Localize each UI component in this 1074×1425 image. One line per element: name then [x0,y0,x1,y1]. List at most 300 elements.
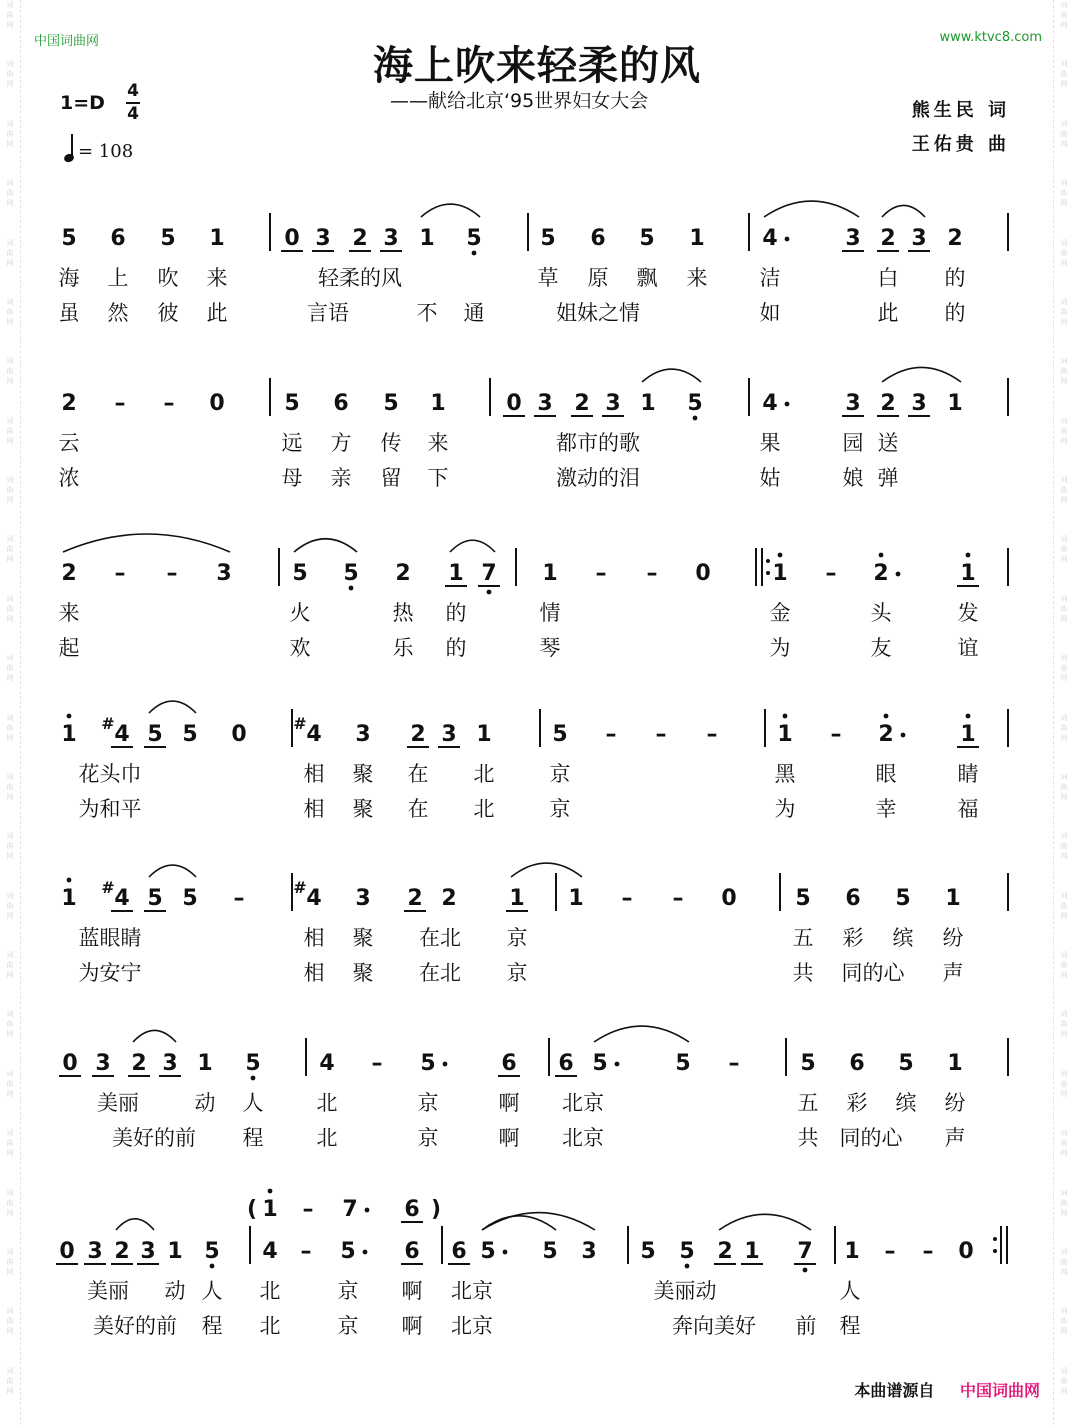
source-brand: 中国词曲网 [959,1381,1040,1400]
system-3-note: 5 [292,561,308,586]
system-3-dash: – [646,561,658,586]
system-7-octave-down-dot [803,1268,808,1273]
system-1-lyric-verse-2: 通 [463,301,485,325]
system-4-dash: – [830,722,842,747]
system-7-note: 5 [204,1239,220,1264]
system-6-note: 5 [592,1051,608,1076]
system-3-lyric-verse-2: 为 [769,636,791,660]
system-7-lyric-verse-2: 前 [795,1314,817,1338]
system-2-note: 1 [430,391,446,416]
system-6-note: 2 [131,1051,147,1076]
system-1-lyric-verse-2: 此 [206,301,228,325]
system-7-dash: – [884,1239,896,1264]
system-7-note: 0 [958,1239,974,1264]
left-watermark-strip: 词 曲 网 词 曲 网 词 曲 网 词 曲 网 词 曲 网 词 曲 网 词 曲 网 词 曲 网 词 曲 网 词 曲 网 词 曲 网 词 曲 网 词 曲 网 词 曲 网 词 曲 网 词 曲 网 词 曲 网 词 曲 网 词 曲 网 词 曲 网 词 曲 网 词 曲 网 词 曲 网 词 曲 网 [0,0,21,1425]
system-7-note: 1 [167,1239,183,1264]
system-1-lyric-verse-1: 草 [537,266,559,290]
system-4-lyric-verse-1: 相 [303,762,325,786]
system-5-lyric-verse-2: 聚 [352,961,374,985]
system-4-note: 1 [476,722,492,747]
system-7-octave-down-dot [685,1264,690,1269]
system-2-note: 4 [762,391,778,416]
system-4-lyric-verse-2: 为 [774,797,796,821]
system-7-lyric-verse-1: 人 [201,1279,223,1303]
system-5-octave-up-dot [67,878,72,883]
system-6-note: 3 [162,1051,178,1076]
system-1-lyric-verse-2: 如 [759,301,781,325]
system-1-note: 6 [110,226,126,251]
system-6-note: 5 [420,1051,436,1076]
system-5-lyric-verse-2: 共 [792,961,814,985]
system-2-lyric-verse-1: 云 [58,431,80,455]
system-7-note: 2 [114,1239,130,1264]
system-4-lyric-verse-2: 相 [303,797,325,821]
system-7-augmentation-dot [503,1250,508,1255]
system-4-note: 5 [552,722,568,747]
system-2-dash: – [114,391,126,416]
system-4-note: 4 [114,722,130,747]
system-3-tie-slur [294,539,357,552]
system-1-note: 1 [689,226,705,251]
system-4-note: 5 [147,722,163,747]
system-6-lyric-verse-2: 美好的前 [112,1126,196,1150]
system-4-lyric-verse-1: 在 [407,762,429,786]
system-1-lyric-verse-1: 白 [877,266,899,290]
system-7-tie-slur [116,1219,154,1230]
system-7-upper-close-paren: ) [430,1197,442,1222]
system-3-note: 3 [216,561,232,586]
system-6-lyric-verse-2: 京 [417,1126,439,1150]
system-7-lyric-verse-2: 北京 [451,1314,493,1338]
system-3-octave-down-dot [349,586,354,591]
system-1-note: 3 [383,226,399,251]
system-5-lyric-verse-1: 纷 [942,926,964,950]
site-name-left: 中国词曲网 [34,34,100,49]
system-7-lyric-verse-2: 程 [839,1314,861,1338]
system-3-lyric-verse-2: 谊 [957,636,979,660]
system-3-note: 5 [343,561,359,586]
system-7-lyric-verse-2: 啊 [401,1314,423,1338]
system-4-note: 1 [777,722,793,747]
system-6-lyric-verse-1: 京 [417,1091,439,1115]
system-4-note: 1 [61,722,77,747]
system-6-note: 1 [947,1051,963,1076]
system-4-octave-up-dot [966,714,971,719]
system-1-note: 5 [466,226,482,251]
system-2-note: 3 [605,391,621,416]
system-4-note: 1 [960,722,976,747]
system-2-tie-slur [642,369,701,382]
system-7-lyric-verse-2: 美好的前 [93,1314,177,1338]
system-3-dash: – [114,561,126,586]
system-5-lyric-verse-2: 在北 [419,961,461,985]
system-2-dash: – [163,391,175,416]
system-6-note: 6 [501,1051,517,1076]
system-1-note: 0 [284,226,300,251]
system-1-note: 5 [540,226,556,251]
system-4-dash: – [605,722,617,747]
system-7-upper-open-paren: ( [246,1197,258,1222]
system-3-lyric-verse-2: 友 [870,636,892,660]
system-6-lyric-verse-1: 啊 [498,1091,520,1115]
system-1-tie-slur [882,205,925,217]
system-5-note: 5 [795,886,811,911]
system-2-tie-slur [882,367,961,382]
system-4-lyric-verse-2: 幸 [875,797,897,821]
system-2-note: 3 [537,391,553,416]
system-2-lyric-verse-1: 园 [842,431,864,455]
system-7-lyric-verse-1: 北京 [451,1279,493,1303]
system-1-lyric-verse-2: 彼 [157,301,179,325]
system-4-note: 2 [878,722,894,747]
system-3-lyric-verse-1: 发 [957,601,979,625]
system-6-lyric-verse-2: 北京 [562,1126,604,1150]
system-1-note: 1 [419,226,435,251]
system-4-lyric-verse-1: 聚 [352,762,374,786]
system-2-note: 6 [333,391,349,416]
system-3-lyric-verse-1: 热 [392,601,414,625]
system-3-dash: – [825,561,837,586]
system-1-lyric-verse-2: 此 [877,301,899,325]
site-url-right: www.ktvc8.com [939,30,1042,45]
system-3-lyric-verse-2: 琴 [539,636,561,660]
system-6-lyric-verse-2: 声 [944,1126,966,1150]
system-4-note: 3 [441,722,457,747]
system-5-tie-slur [511,863,582,877]
system-6-lyric-verse-1: 北 [316,1091,338,1115]
system-5-sharp: # [293,878,307,897]
system-3-note: 7 [481,561,497,586]
system-7-lyric-verse-1: 动 [164,1279,186,1303]
system-7-repeat-dot [993,1237,997,1241]
system-5-dash: – [233,886,245,911]
system-7-repeat-dot [993,1249,997,1253]
system-2-octave-down-dot [693,416,698,421]
system-6-dash: – [728,1051,740,1076]
system-2-lyric-verse-2: 弹 [877,466,899,490]
system-2-note: 2 [61,391,77,416]
system-6-note: 3 [95,1051,111,1076]
system-5-lyric-verse-1: 五 [792,926,814,950]
system-5-sharp: # [101,878,115,897]
system-3-lyric-verse-1: 来 [58,601,80,625]
system-4-dash: – [655,722,667,747]
system-7-upper-note: 1 [262,1197,278,1222]
system-3-lyric-verse-2: 乐 [392,636,414,660]
system-7-lyric-verse-1: 美丽 [87,1279,129,1303]
system-7-note: 5 [340,1239,356,1264]
system-5-tie-slur [149,865,196,877]
system-2-lyric-verse-2: 母 [281,466,303,490]
system-6-lyric-verse-2: 共 [797,1126,819,1150]
system-5-dash: – [672,886,684,911]
system-1-lyric-verse-1: 上 [107,266,129,290]
song-subtitle: ——献给北京‘95世界妇女大会 [390,90,649,112]
system-6-lyric-verse-1: 动 [194,1091,216,1115]
system-6-note: 0 [62,1051,78,1076]
system-6-lyric-verse-2: 啊 [498,1126,520,1150]
system-4-note: 3 [355,722,371,747]
system-4-lyric-verse-2: 为和平 [78,797,142,821]
system-7-dash: – [300,1239,312,1264]
system-4-note: 0 [231,722,247,747]
system-6-dash: – [371,1051,383,1076]
system-3-dash: – [595,561,607,586]
system-3-lyric-verse-2: 起 [58,636,80,660]
system-2-lyric-verse-1: 传 [380,431,402,455]
system-2-lyric-verse-1: 远 [281,431,303,455]
system-7-lyric-verse-2: 程 [201,1314,223,1338]
system-7-note: 5 [640,1239,656,1264]
system-2-note: 2 [574,391,590,416]
system-2-note: 5 [284,391,300,416]
system-3-octave-up-dot [966,553,971,558]
system-2-lyric-verse-2: 下 [427,466,449,490]
system-6-lyric-verse-1: 彩 [846,1091,868,1115]
system-5-lyric-verse-2: 京 [506,961,528,985]
system-7-dash: – [922,1239,934,1264]
system-3-note: 1 [448,561,464,586]
system-2-note: 3 [845,391,861,416]
source-footer [854,1378,1040,1401]
system-4-augmentation-dot [901,733,906,738]
tempo-value: = 108 [78,141,134,162]
system-7-lyric-verse-2: 北 [259,1314,281,1338]
system-1-lyric-verse-2: 虽 [58,301,80,325]
system-3-note: 0 [695,561,711,586]
system-3-lyric-verse-1: 的 [445,601,467,625]
system-1-note: 3 [845,226,861,251]
system-1-note: 2 [947,226,963,251]
system-2-lyric-verse-1: 来 [427,431,449,455]
system-4-note: 4 [306,722,322,747]
system-1-note: 5 [639,226,655,251]
system-4-tie-slur [149,701,196,713]
composer-credit: 王佑贵 曲 [911,134,1010,155]
system-3-note: 1 [542,561,558,586]
system-3-octave-up-dot [879,553,884,558]
system-6-note: 5 [800,1051,816,1076]
system-6-tie-slur [594,1026,689,1042]
system-1-lyric-verse-2: 的 [944,301,966,325]
system-4-octave-up-dot [67,714,72,719]
system-7-lyric-verse-1: 啊 [401,1279,423,1303]
system-1-octave-down-dot [472,251,477,256]
system-3-tie-slur [63,534,230,552]
system-4-lyric-verse-1: 眼 [875,762,897,786]
system-1-lyric-verse-1: 吹 [157,266,179,290]
system-2-lyric-verse-2: 亲 [330,466,352,490]
system-5-note: 0 [721,886,737,911]
system-7-tie-slur [719,1214,811,1230]
system-7-octave-down-dot [210,1264,215,1269]
system-5-lyric-verse-1: 彩 [842,926,864,950]
system-1-note: 2 [880,226,896,251]
system-2-lyric-verse-2: 浓 [58,466,80,490]
system-6-note: 4 [319,1051,335,1076]
system-2-augmentation-dot [785,402,790,407]
system-3-note: 2 [873,561,889,586]
system-6-lyric-verse-1: 人 [242,1091,264,1115]
system-1-tie-slur [764,201,859,217]
system-5-note: 2 [441,886,457,911]
system-6-lyric-verse-1: 缤 [895,1091,917,1115]
system-7-note: 5 [542,1239,558,1264]
system-3-lyric-verse-1: 金 [769,601,791,625]
system-4-lyric-verse-2: 聚 [352,797,374,821]
system-2-note: 0 [506,391,522,416]
system-7-upper-augmentation-dot [365,1208,370,1213]
system-7-note: 4 [262,1239,278,1264]
system-6-lyric-verse-1: 五 [797,1091,819,1115]
system-7-lyric-verse-1: 美丽动 [653,1279,717,1303]
system-7-lyric-verse-2: 奔向美好 [672,1314,756,1338]
system-2-note: 0 [209,391,225,416]
system-1-augmentation-dot [785,237,790,242]
system-6-lyric-verse-1: 北京 [562,1091,604,1115]
system-2-note: 5 [383,391,399,416]
system-7-lyric-verse-1: 北 [259,1279,281,1303]
system-4-octave-up-dot [884,714,889,719]
system-2-lyric-verse-1: 都市的歌 [556,431,640,455]
system-7-note: 5 [679,1239,695,1264]
system-4-sharp: # [101,714,115,733]
system-6-note: 6 [849,1051,865,1076]
system-5-note: 1 [945,886,961,911]
system-4-lyric-verse-2: 京 [549,797,571,821]
system-3-note: 1 [960,561,976,586]
system-3-repeat-dot [766,571,770,575]
system-4-lyric-verse-1: 黑 [774,762,796,786]
system-1-lyric-verse-1: 原 [587,266,609,290]
system-1-note: 5 [160,226,176,251]
system-6-lyric-verse-1: 纷 [944,1091,966,1115]
system-4-dash: – [706,722,718,747]
system-5-lyric-verse-1: 蓝眼睛 [78,926,142,950]
system-7-note: 5 [480,1239,496,1264]
song-title: 海上吹来轻柔的风 [373,43,701,89]
system-5-note: 2 [407,886,423,911]
system-2-note: 1 [640,391,656,416]
system-5-note: 5 [182,886,198,911]
system-3-lyric-verse-2: 欢 [289,636,311,660]
time-signature-top: 4 [127,81,139,101]
system-2-lyric-verse-1: 果 [759,431,781,455]
system-2-lyric-verse-2: 娘 [842,466,864,490]
system-7-note: 2 [717,1239,733,1264]
key-signature: 1=D [60,92,105,114]
system-6-octave-down-dot [251,1076,256,1081]
system-4-octave-up-dot [783,714,788,719]
system-5-note: 5 [147,886,163,911]
system-6-lyric-verse-2: 程 [242,1126,264,1150]
system-6-note: 5 [898,1051,914,1076]
system-1-note: 1 [209,226,225,251]
system-1-lyric-verse-2: 然 [107,301,129,325]
system-6-note: 6 [558,1051,574,1076]
system-4-note: 2 [410,722,426,747]
system-3-note: 1 [772,561,788,586]
system-7-upper-note: 6 [404,1197,420,1222]
system-1-lyric-verse-1: 飘 [636,266,658,290]
system-3-note: 2 [395,561,411,586]
system-4-lyric-verse-2: 北 [473,797,495,821]
system-5-note: 3 [355,886,371,911]
system-1-lyric-verse-1: 来 [686,266,708,290]
system-6-note: 1 [197,1051,213,1076]
system-6-note: 5 [245,1051,261,1076]
system-2-lyric-verse-2: 留 [380,466,402,490]
system-1-lyric-verse-2: 言语 [307,301,349,325]
system-2-note: 5 [687,391,703,416]
system-6-augmentation-dot [443,1062,448,1067]
right-watermark-strip: 词 曲 网 词 曲 网 词 曲 网 词 曲 网 词 曲 网 词 曲 网 词 曲 网 词 曲 网 词 曲 网 词 曲 网 词 曲 网 词 曲 网 词 曲 网 词 曲 网 词 曲 网 词 曲 网 词 曲 网 词 曲 网 词 曲 网 词 曲 网 词 曲 网 词 曲 网 词 曲 网 词 曲 网 [1053,0,1074,1425]
lyricist-credit: 熊生民 词 [911,100,1010,121]
system-1-lyric-verse-1: 来 [206,266,228,290]
system-1-note: 3 [315,226,331,251]
system-6-lyric-verse-2: 北 [316,1126,338,1150]
system-2-note: 3 [911,391,927,416]
system-3-octave-down-dot [487,590,492,595]
system-7-lyric-verse-1: 京 [337,1279,359,1303]
system-7-augmentation-dot [363,1250,368,1255]
system-3-dash: – [166,561,178,586]
system-7-note: 1 [744,1239,760,1264]
system-1-note: 3 [911,226,927,251]
system-7-upper-note: 7 [342,1197,358,1222]
system-7-note: 3 [140,1239,156,1264]
system-2-lyric-verse-2: 姑 [759,466,781,490]
system-5-lyric-verse-1: 京 [506,926,528,950]
system-5-note: 1 [568,886,584,911]
system-4-lyric-verse-2: 福 [957,797,979,821]
system-5-lyric-verse-2: 声 [942,961,964,985]
system-1-note: 4 [762,226,778,251]
system-4-lyric-verse-1: 京 [549,762,571,786]
system-7-note: 6 [451,1239,467,1264]
system-2-lyric-verse-1: 送 [877,431,899,455]
system-5-lyric-verse-1: 在北 [419,926,461,950]
system-2-note: 1 [947,391,963,416]
system-5-lyric-verse-2: 相 [303,961,325,985]
system-5-lyric-verse-1: 聚 [352,926,374,950]
system-3-note: 2 [61,561,77,586]
system-3-tie-slur [450,540,495,552]
system-5-lyric-verse-2: 同的心 [841,961,905,985]
system-4-lyric-verse-1: 睛 [957,762,979,786]
system-3-repeat-dot [766,559,770,563]
system-5-note: 5 [895,886,911,911]
system-1-lyric-verse-1: 的 [944,266,966,290]
system-3-lyric-verse-1: 火 [289,601,311,625]
system-7-note: 6 [404,1239,420,1264]
system-1-lyric-verse-1: 海 [58,266,80,290]
system-1-note: 5 [61,226,77,251]
system-1-lyric-verse-2: 姐妹之情 [556,301,640,325]
system-5-lyric-verse-2: 为安宁 [78,961,142,985]
system-6-note: 5 [675,1051,691,1076]
system-7-note: 3 [581,1239,597,1264]
system-4-lyric-verse-2: 在 [407,797,429,821]
system-5-lyric-verse-1: 缤 [892,926,914,950]
system-5-dash: – [621,886,633,911]
system-2-note: 2 [880,391,896,416]
system-4-lyric-verse-1: 花头巾 [78,762,142,786]
system-7-upper-octave-up-dot [268,1189,273,1194]
system-5-note: 1 [61,886,77,911]
system-7-note: 7 [797,1239,813,1264]
system-7-note: 3 [87,1239,103,1264]
